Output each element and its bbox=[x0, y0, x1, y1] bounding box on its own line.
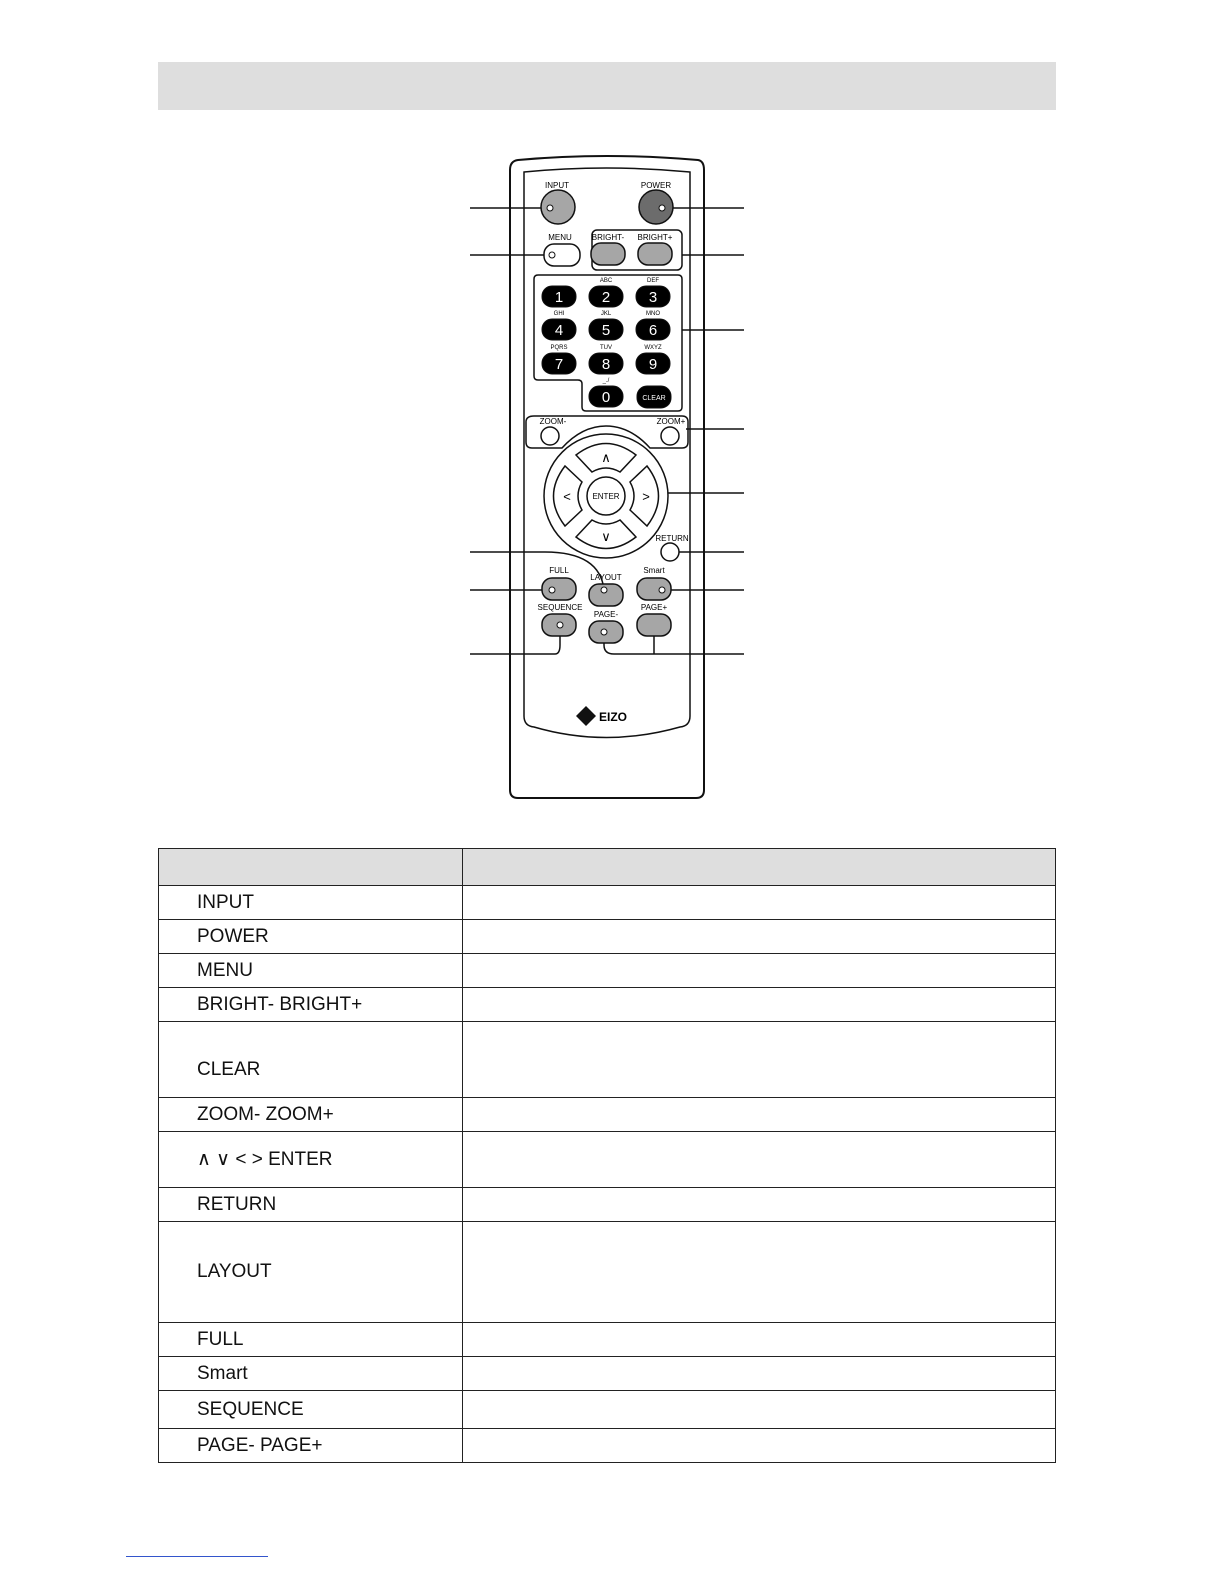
table-cell-button: CLEAR bbox=[159, 1022, 463, 1098]
table-cell-button: BRIGHT- BRIGHT+ bbox=[159, 988, 463, 1022]
key-letters-label: GHI bbox=[553, 311, 565, 317]
table-cell-description bbox=[463, 1132, 1056, 1188]
input-label: INPUT bbox=[545, 181, 569, 190]
table-row bbox=[159, 1222, 1056, 1323]
arrow-up-icon: ∧ bbox=[601, 450, 611, 465]
return-label: RETURN bbox=[655, 534, 689, 543]
table-row bbox=[159, 1132, 1056, 1188]
table-cell-button: SEQUENCE bbox=[159, 1391, 463, 1429]
table-cell-description bbox=[463, 920, 1056, 954]
full-button[interactable] bbox=[542, 578, 576, 600]
footer-link-underline[interactable] bbox=[126, 1556, 268, 1557]
button-function-table bbox=[158, 848, 1056, 1463]
table-header-button bbox=[159, 849, 463, 886]
table-cell-button: RETURN bbox=[159, 1188, 463, 1222]
table-cell-description bbox=[463, 886, 1056, 920]
table-cell-description bbox=[463, 1098, 1056, 1132]
bright-minus-button[interactable] bbox=[591, 243, 625, 265]
table-cell-description bbox=[463, 1222, 1056, 1323]
table-row bbox=[159, 1022, 1056, 1098]
page-plus-label: PAGE+ bbox=[640, 603, 668, 612]
number-key-label: 1 bbox=[554, 289, 564, 306]
bright-minus-label: BRIGHT- bbox=[591, 233, 625, 242]
page-minus-label: PAGE- bbox=[593, 610, 619, 619]
table-cell-description bbox=[463, 1323, 1056, 1357]
zoom-plus-label: ZOOM+ bbox=[656, 417, 686, 426]
layout-label: LAYOUT bbox=[590, 573, 622, 582]
table-cell-button: ∧ ∨ < > ENTER bbox=[159, 1132, 463, 1188]
table-cell-button: PAGE- PAGE+ bbox=[159, 1429, 463, 1463]
table-cell-description bbox=[463, 1429, 1056, 1463]
table-header-function bbox=[463, 849, 1056, 886]
table-cell-button: INPUT bbox=[159, 886, 463, 920]
number-key-label: 9 bbox=[648, 356, 658, 373]
table-cell-description bbox=[463, 954, 1056, 988]
key-letters-label: JKL bbox=[600, 311, 612, 317]
page-plus-button[interactable] bbox=[637, 614, 671, 636]
table-cell-description bbox=[463, 1022, 1056, 1098]
eizo-logo-text: EIZO bbox=[599, 710, 628, 724]
key-letters-label: WXYZ bbox=[644, 345, 662, 351]
bright-plus-button[interactable] bbox=[638, 243, 672, 265]
table-row bbox=[159, 1323, 1056, 1357]
number-key-label: 5 bbox=[601, 322, 611, 339]
table-cell-button: MENU bbox=[159, 954, 463, 988]
arrow-down-icon: ∨ bbox=[601, 529, 611, 544]
number-key-label: 0 bbox=[601, 389, 611, 406]
zoom-plus-button[interactable] bbox=[661, 427, 679, 445]
enter-label: ENTER bbox=[592, 492, 620, 501]
key-letters-label: _./ bbox=[602, 378, 610, 384]
arrow-left-icon: < bbox=[563, 489, 571, 504]
zoom-minus-button[interactable] bbox=[541, 427, 559, 445]
table-cell-button: FULL bbox=[159, 1323, 463, 1357]
power-label: POWER bbox=[640, 181, 672, 190]
number-key-label: 8 bbox=[601, 356, 611, 373]
table-row bbox=[159, 1391, 1056, 1429]
key-letters-label: DEF bbox=[647, 278, 659, 284]
table-cell-description bbox=[463, 988, 1056, 1022]
smart-button[interactable] bbox=[637, 578, 671, 600]
table-row bbox=[159, 1357, 1056, 1391]
table-cell-button: LAYOUT bbox=[159, 1222, 463, 1323]
table-header-row bbox=[159, 849, 1056, 886]
return-button[interactable] bbox=[661, 543, 679, 561]
table-row bbox=[159, 1429, 1056, 1463]
key-letters-label: ABC bbox=[599, 278, 613, 284]
sequence-label: SEQUENCE bbox=[537, 603, 583, 612]
input-button[interactable] bbox=[541, 190, 575, 224]
table-cell-description bbox=[463, 1188, 1056, 1222]
key-letters-label: PQRS bbox=[550, 345, 568, 351]
number-key-label: 4 bbox=[554, 322, 564, 339]
number-key-label: 6 bbox=[648, 322, 658, 339]
zoom-minus-label: ZOOM- bbox=[539, 417, 567, 426]
number-key-label: 2 bbox=[601, 289, 611, 306]
table-row bbox=[159, 1098, 1056, 1132]
clear-label: CLEAR bbox=[642, 395, 666, 402]
number-key-label: 3 bbox=[648, 289, 658, 306]
full-label: FULL bbox=[549, 566, 569, 575]
key-letters-label: TUV bbox=[600, 345, 612, 351]
smart-label: Smart bbox=[643, 566, 665, 575]
table-cell-button: POWER bbox=[159, 920, 463, 954]
table-row bbox=[159, 988, 1056, 1022]
bright-plus-label: BRIGHT+ bbox=[637, 233, 673, 242]
table-cell-description bbox=[463, 1391, 1056, 1429]
power-button[interactable] bbox=[639, 190, 673, 224]
table-row bbox=[159, 1188, 1056, 1222]
number-key-label: 7 bbox=[554, 356, 564, 373]
table-cell-button: ZOOM- ZOOM+ bbox=[159, 1098, 463, 1132]
table-row bbox=[159, 920, 1056, 954]
table-cell-button: Smart bbox=[159, 1357, 463, 1391]
key-letters-label: MNO bbox=[646, 311, 660, 317]
table-row bbox=[159, 886, 1056, 920]
table-cell-description bbox=[463, 1357, 1056, 1391]
arrow-right-icon: > bbox=[642, 489, 650, 504]
menu-label: MENU bbox=[548, 233, 572, 242]
table-row bbox=[159, 954, 1056, 988]
